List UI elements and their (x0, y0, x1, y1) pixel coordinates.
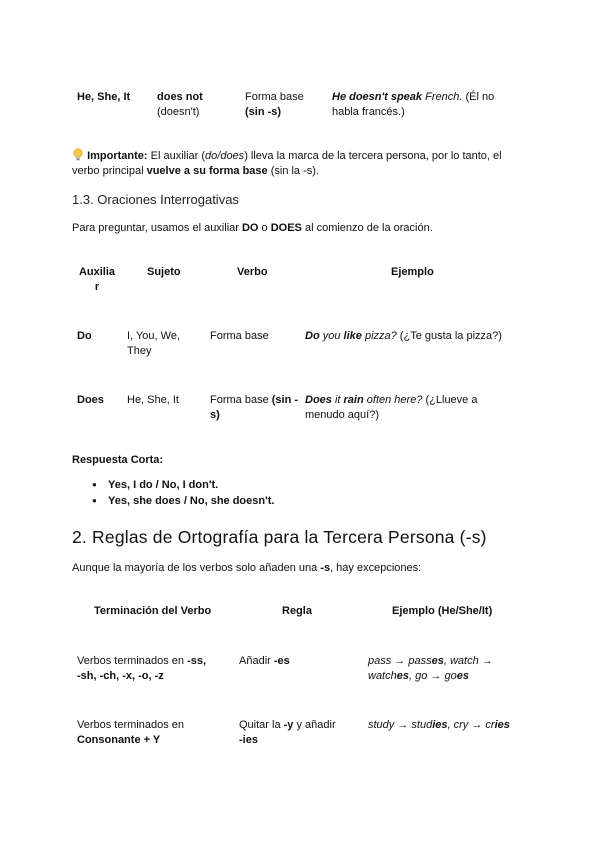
t3r1-x3: , watch → watch (368, 655, 493, 682)
t3r1-e1: Verbos terminados en (77, 655, 188, 667)
table3-row2-rule (239, 718, 349, 748)
row2-ex-i2: often here? (363, 394, 423, 406)
table2-header-example: Ejemplo (391, 266, 434, 278)
t3r1-x1: pass → pass (368, 655, 432, 667)
table1-example (332, 90, 512, 120)
table3-row1-ending (77, 654, 227, 684)
row2-ex-b1: Does (305, 394, 332, 406)
table1-subject: He, She, It (77, 91, 131, 103)
table1-aux-main: does not (157, 91, 203, 103)
lightbulb-icon (72, 150, 87, 162)
important-label: Importante: (87, 150, 148, 162)
section-13-intro (72, 221, 532, 236)
t3r1-x2: es (431, 655, 444, 667)
table1-example-bold: He doesn't speak (332, 91, 423, 103)
intro-text-3: o (258, 222, 271, 234)
row2-verb-text: Forma base (210, 394, 272, 406)
table2-row1-verb (210, 329, 300, 344)
t3r2-r2: -y (283, 719, 294, 731)
table1-verb-form: Forma base (245, 91, 304, 103)
t3r2-r4: -ies (239, 734, 258, 746)
table2-header-subject: Sujeto (147, 266, 181, 278)
table2-header-aux (72, 265, 122, 295)
important-text-1: El auxiliar ( (147, 150, 206, 162)
t3r2-x3: , cry → cr (447, 719, 495, 731)
t3r1-x5: , go → go (409, 670, 457, 682)
table2-row1-aux: Do (77, 330, 92, 342)
table3-row2-ending (77, 718, 227, 748)
table2-row2-verb (210, 393, 300, 423)
table1-example-rest: French. (422, 91, 463, 103)
row1-verb-text: Forma base (210, 330, 269, 342)
row1-ex-b2: like (343, 330, 362, 342)
t3r2-x2: ies (432, 719, 448, 731)
table2-row2-example (305, 393, 505, 423)
important-text-3: ) lleva la marca de la tercera persona, por lo tanto, el verbo principal (72, 150, 502, 177)
section-2-title: 2. Reglas de Ortografía para la Tercera Persona (-s) (72, 527, 487, 547)
t3r2-r3: y añadir (293, 719, 336, 731)
row1-ex-i1: you (319, 330, 344, 342)
list-item: ● Yes, I do / No, I don't. (88, 477, 488, 493)
row2-ex-translation: (¿Llueve a menudo aquí?) (305, 394, 478, 421)
header-aux-part2: r (94, 281, 100, 293)
section-2-intro (72, 561, 532, 576)
table3-header-ending: Terminación del Verbo (94, 605, 212, 617)
table2-row2-aux: Does (77, 394, 104, 406)
t3r1-x4: es (396, 670, 409, 682)
table3-header-example: Ejemplo (He/She/It) (392, 605, 493, 617)
row2-ex-i1: it (331, 394, 344, 406)
s2-intro-3: , hay excepciones: (330, 562, 422, 574)
t3r2-x1: study → stud (368, 719, 433, 731)
table1-aux (157, 90, 237, 120)
row1-ex-translation: (¿Te gusta la pizza?) (396, 330, 502, 342)
table3-header-rule: Regla (282, 605, 312, 617)
section-13-title: 1.3. Oraciones Interrogativas (72, 192, 239, 207)
t3r1-r1: Añadir (239, 655, 274, 667)
t3r1-x6: es (456, 670, 469, 682)
t3r2-x4: ies (494, 719, 510, 731)
row2-ex-b2: rain (343, 394, 364, 406)
table3-row1-rule (239, 654, 349, 669)
list-item: ● Yes, she does / No, she doesn't. (88, 493, 488, 509)
table2-row1-example (305, 329, 520, 344)
table1-verb-note: (sin -s) (245, 106, 282, 118)
t3r1-e2: -ss, (187, 655, 207, 667)
t3r2-e2: Consonante + Y (77, 734, 161, 746)
short-answer-list (88, 477, 488, 509)
table3-row2-example (368, 718, 528, 733)
row1-ex-i2: pizza? (361, 330, 397, 342)
table2-row2-subject: He, She, It (127, 394, 179, 406)
t3r2-e1: Verbos terminados en (77, 719, 185, 731)
table1-example-translation: (Él no habla francés.) (332, 91, 495, 118)
row1-ex-b1: Do (305, 330, 320, 342)
table2-row1-subject: I, You, We, They (127, 330, 181, 357)
important-text-4: vuelve a su forma base (146, 165, 268, 177)
header-aux-part1: Auxilia (78, 266, 116, 278)
table3-row1-example (368, 654, 513, 684)
t3r1-r2: -es (273, 655, 290, 667)
table2-header-verb: Verbo (237, 266, 268, 278)
important-note (72, 148, 532, 179)
t3r2-r1: Quitar la (239, 719, 284, 731)
intro-do: DO (241, 222, 259, 234)
t3r1-e3: -sh, -ch, -x, -o, -z (77, 670, 164, 682)
intro-does: DOES (270, 222, 302, 234)
s2-intro-2: -s (320, 562, 331, 574)
s2-intro-1: Aunque la mayoría de los verbos solo añaden una (72, 562, 321, 574)
row2-verb-bold: (sin -s) (210, 394, 299, 421)
important-text-5: (sin la -s). (267, 165, 319, 177)
table1-verb (245, 90, 325, 120)
short-answer-title: Respuesta Corta: (72, 454, 164, 466)
intro-text-5: al comienzo de la oración. (301, 222, 433, 234)
table1-aux-short: (doesn't) (157, 106, 200, 118)
intro-text-1: Para preguntar, usamos el auxiliar (72, 222, 242, 234)
important-text-2: do/does (205, 150, 245, 162)
